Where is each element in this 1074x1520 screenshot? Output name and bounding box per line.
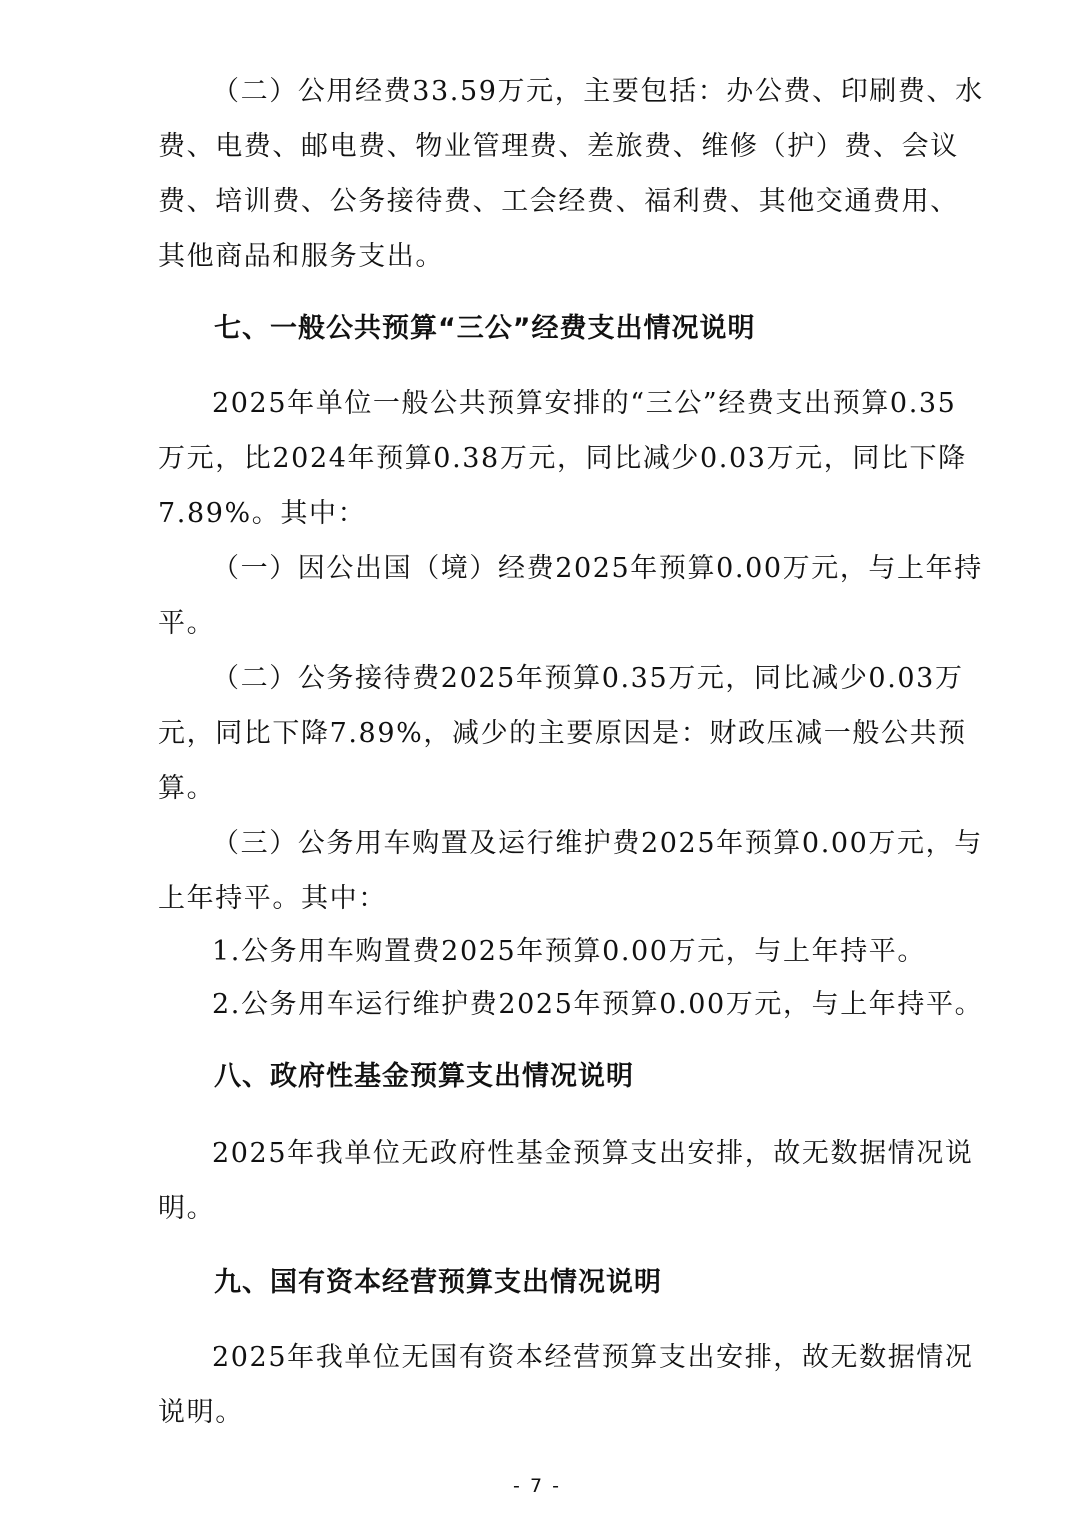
text-line: 2025年我单位无国有资本经营预算支出安排，故无数据情况 [212, 1342, 974, 1373]
text-line: 2025年我单位无政府性基金预算支出安排，故无数据情况说 [212, 1138, 974, 1169]
text-line: 平。 [158, 608, 216, 639]
text-line: 万元，比2024年预算0.38万元，同比减少0.03万元，同比下降 [158, 443, 967, 474]
section-heading-nine: 九、国有资本经营预算支出情况说明 [214, 1267, 662, 1298]
text-line: 其他商品和服务支出。 [158, 241, 444, 272]
text-line: 明。 [158, 1193, 216, 1224]
text-line: 费、培训费、公务接待费、工会经费、福利费、其他交通费用、 [158, 186, 959, 217]
page-number: - 7 - [513, 1475, 561, 1497]
text-line: （三）公务用车购置及运行维护费2025年预算0.00万元，与 [212, 828, 983, 859]
section-heading-eight: 八、政府性基金预算支出情况说明 [214, 1061, 634, 1092]
text-line: （二）公务接待费2025年预算0.35万元，同比减少0.03万 [212, 663, 964, 694]
text-line: 说明。 [158, 1397, 244, 1428]
vehicle-maintenance-item: 2.公务用车运行维护费2025年预算0.00万元，与上年持平。 [212, 989, 984, 1020]
text-line: 2025年单位一般公共预算安排的“三公”经费支出预算0.35 [212, 388, 957, 419]
vehicle-purchase-item: 1.公务用车购置费2025年预算0.00万元，与上年持平。 [212, 936, 926, 967]
text-line: 费、电费、邮电费、物业管理费、差旅费、维修（护）费、会议 [158, 131, 959, 162]
text-line: 元，同比下降7.89%，减少的主要原因是：财政压减一般公共预 [158, 718, 967, 749]
text-line: 上年持平。其中： [158, 883, 387, 914]
text-line: （二）公用经费33.59万元，主要包括：办公费、印刷费、水 [212, 76, 984, 107]
text-line: （一）因公出国（境）经费2025年预算0.00万元，与上年持 [212, 553, 983, 584]
text-line: 7.89%。其中： [158, 498, 367, 529]
text-line: 算。 [158, 773, 216, 804]
section-heading-seven: 七、一般公共预算“三公”经费支出情况说明 [214, 313, 756, 344]
